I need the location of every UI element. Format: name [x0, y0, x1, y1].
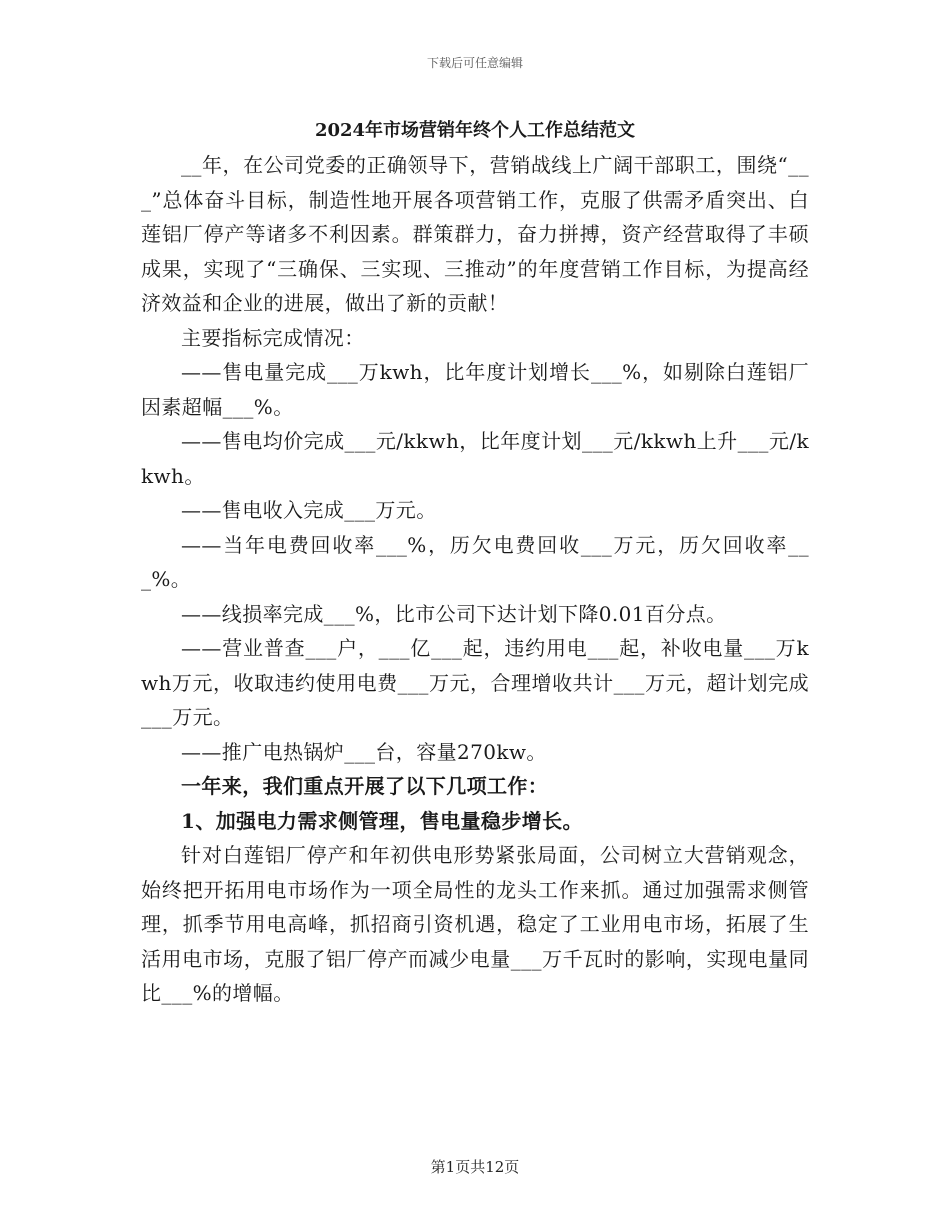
document-body	[141, 148, 809, 1011]
page-number: 第1页共12页	[430, 1158, 520, 1176]
indicator-sales-revenue: ——售电收入完成___万元。	[181, 498, 437, 522]
document-title: 2024年市场营销年终个人工作总结范文	[314, 120, 636, 141]
download-note: 下载后可任意编辑	[426, 56, 523, 70]
indicator-average-price: ——售电均价完成___元/kkwh，比年度计划___元/kkwh上升___元/kkwh。	[141, 429, 809, 488]
indicator-electric-boiler: ——推广电热锅炉___台，容量270kw。	[181, 739, 547, 764]
intro-paragraph: __年，在公司党委的正确领导下，营销战线上广阔干部职工，围绕“___”总体奋斗目标，制造性地开展各项营销工作，克服了供需矛盾突出、白莲铝厂停产等诸多不利因素。群策群力，奋力拼搏，资产经营取得了丰硕成果，实现了“三确保、三实现、三推动”的年度营销工作目标，为提高经济效益和企业的进展，做出了新的贡献！	[141, 153, 809, 315]
subsection-paragraph: 针对白莲铝厂停产和年初供电形势紧张局面，公司树立大营销观念，始终把开拓用电市场作为一项全局性的龙头工作来抓。通过加强需求侧管理，抓季节用电高峰，抓招商引资机遇，稳定了工业用电市场，拓展了生活用电市场，克服了铝厂停产而减少电量___万千瓦时的影响，实现电量同比___%的增幅。	[141, 843, 809, 1005]
indicator-fee-recovery: ——当年电费回收率___%，历欠电费回收___万元，历欠回收率___%。	[141, 532, 809, 591]
subsection-heading: 1、加强电力需求侧管理，售电量稳步增长。	[181, 808, 583, 833]
indicator-business-survey: ——营业普查___户，___亿___起，违约用电___起，补收电量___万kwh万元，收取违约使用电费___万元，合理增收共计___万元，超计划完成___万元。	[141, 636, 809, 729]
indicators-heading: 主要指标完成情况：	[181, 325, 365, 350]
indicator-line-loss: ——线损率完成___%，比市公司下达计划下降0.01百分点。	[181, 601, 727, 626]
section-heading: 一年来，我们重点开展了以下几项工作：	[181, 774, 549, 798]
indicator-sales-volume: ——售电量完成___万kwh，比年度计划增长___%，如剔除白莲铝厂因素超幅___%。	[141, 360, 809, 419]
